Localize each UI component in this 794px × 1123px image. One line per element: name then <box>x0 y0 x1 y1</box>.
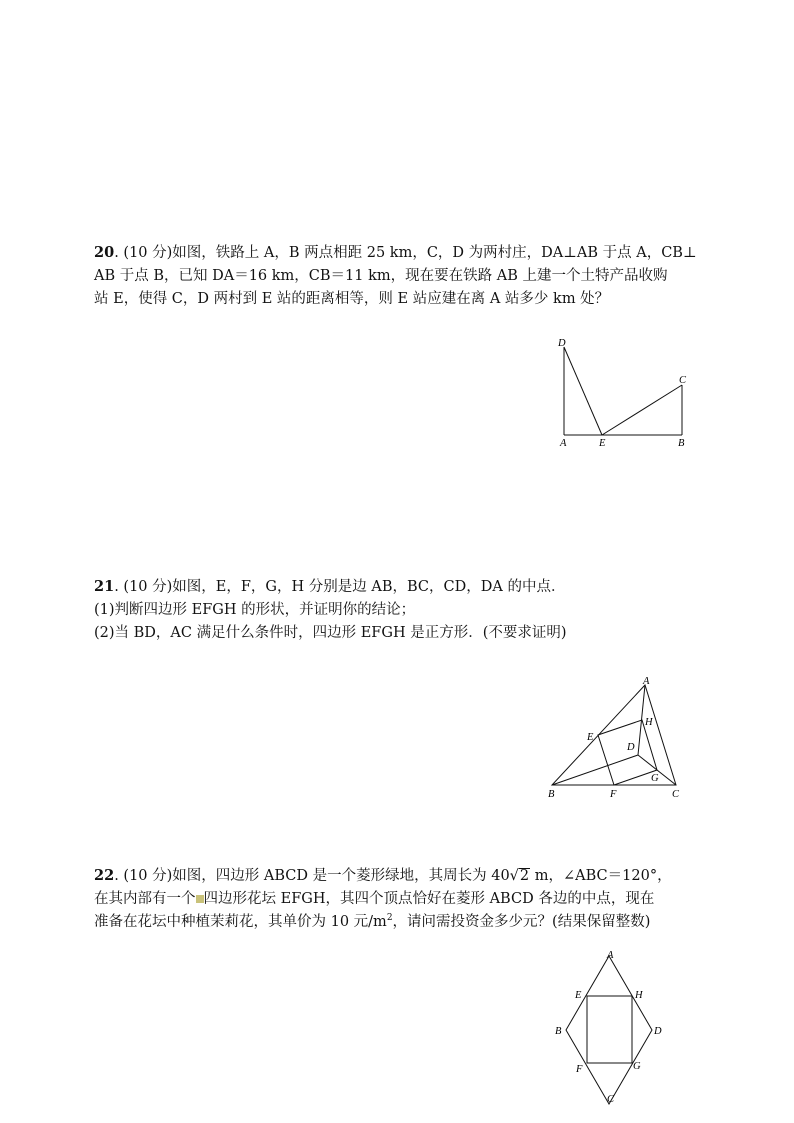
label-d: D <box>627 742 635 753</box>
label-d: D <box>654 1026 662 1037</box>
q20-line-3: 站 E，使得 C，D 两村到 E 站的距离相等，则 E 站应建在离 A 站多少 km 处？ <box>94 291 610 307</box>
label-b: B <box>555 1026 562 1037</box>
q20-number: 20 <box>94 244 115 261</box>
label-b: B <box>548 789 555 800</box>
q21-line-2: (1)判断四边形 EFGH 的形状，并证明你的结论； <box>94 602 416 618</box>
q20-figure <box>550 335 700 455</box>
q21-line-1: 21. (10 分)如图，E，F，G，H 分别是边 AB，BC，CD，DA 的中点． <box>94 578 566 595</box>
q22-line-2: 在其内部有一个 四边形花坛 EFGH，其四个顶点恰好在菱形 ABCD 各边的中点，现在 <box>94 891 655 907</box>
label-a: A <box>607 950 614 961</box>
q21-line-3: (2)当 BD，AC 满足什么条件时，四边形 EFGH 是正方形．(不要求证明) <box>94 625 567 641</box>
label-h: H <box>635 990 643 1001</box>
q22-line-3: 准备在花坛中种植茉莉花，其单价为 10 元$/m^2$，请问需投资金多少元？(结果保留整数) <box>94 913 651 930</box>
q21-figure <box>540 675 690 805</box>
q22-number: 22 <box>94 867 115 884</box>
segment-de <box>564 347 602 435</box>
label-f: F <box>576 1064 583 1075</box>
label-c: C <box>672 789 680 800</box>
q20-line-1: 20. (10 分)如图，铁路上 A，B 两点相距 25 km，C，D 为两村庄，DA⊥AB 于点 A，CB⊥ <box>94 244 697 261</box>
q22-line-1: 22. (10 分)如图，四边形 ABCD 是一个菱形绿地，其周长为 40√2 m，∠ABC＝120°， <box>94 864 704 888</box>
label-a: A <box>643 676 650 687</box>
label-b: B <box>678 438 685 449</box>
question-21 <box>94 575 704 645</box>
rhombus-abcd <box>566 956 652 1104</box>
label-d: D <box>558 338 566 349</box>
question-20 <box>94 241 704 311</box>
rect-efgh <box>587 996 632 1063</box>
label-h: H <box>645 717 653 728</box>
segment-ec <box>602 385 682 435</box>
sqrt-symbol: √2 <box>509 868 530 884</box>
label-c: C <box>679 375 687 386</box>
label-g: G <box>651 773 659 784</box>
label-f: F <box>610 789 617 800</box>
q21-number: 21 <box>94 578 115 595</box>
label-e: E <box>575 990 582 1001</box>
segment-bd <box>552 755 638 785</box>
label-e: E <box>599 438 606 449</box>
question-22 <box>94 864 704 934</box>
q22-figure <box>550 950 680 1110</box>
label-e: E <box>587 732 594 743</box>
highlight-marker <box>196 895 204 903</box>
q20-line-2: AB 于点 B，已知 DA＝16 km，CB＝11 km，现在要在铁路 AB 上建一个土特产品收购 <box>94 268 668 284</box>
label-a: A <box>560 438 567 449</box>
label-c: C <box>607 1094 615 1105</box>
label-g: G <box>633 1061 641 1072</box>
